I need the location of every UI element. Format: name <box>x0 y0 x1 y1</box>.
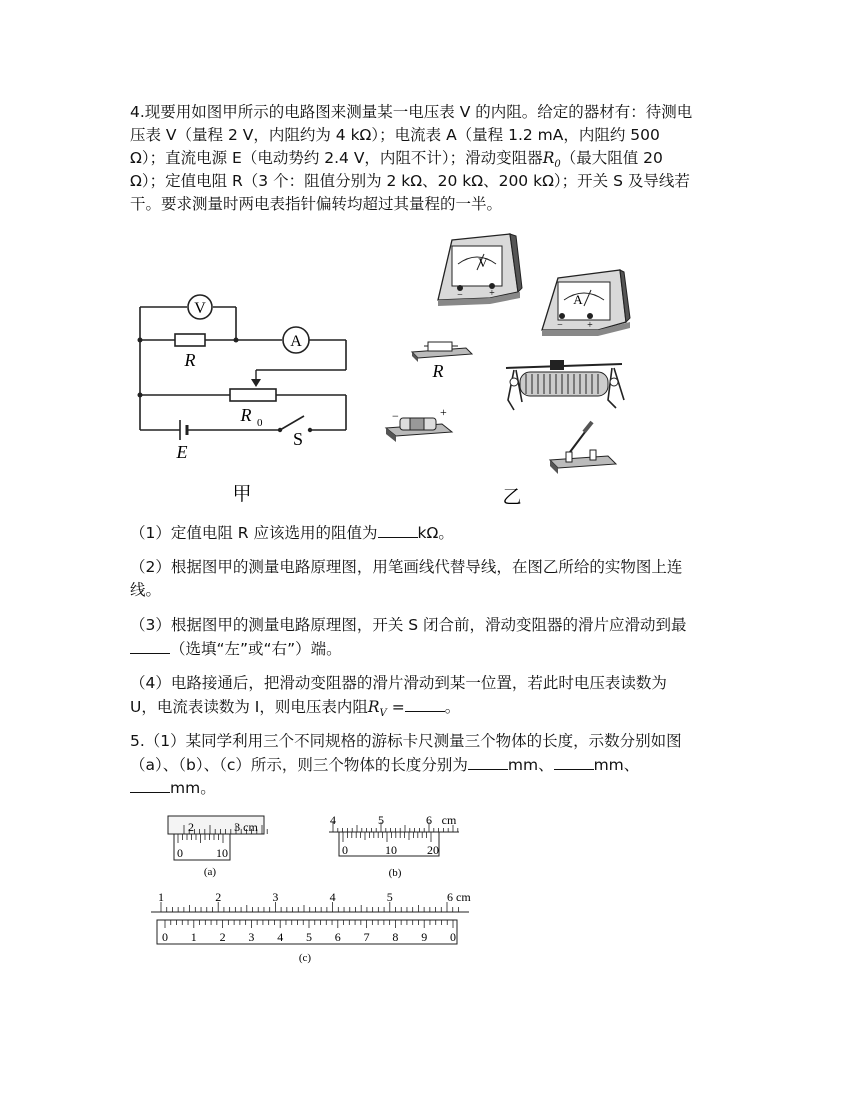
q4-sub1-text: （1）定值电阻 R 应该选用的阻值为 <box>130 524 378 542</box>
q4-line-4: Ω）；定值电阻 R（3 个：阻值分别为 2 kΩ、20 kΩ、200 kΩ）；开关 S 及导线若 <box>130 172 690 190</box>
q4-sub2-line1: （2）根据图甲的测量电路原理图，用笔画线代替导线，在图乙所给的实物图上连 <box>130 558 683 576</box>
caliper-b <box>325 812 465 882</box>
battery-device <box>386 405 452 442</box>
caliper-a-caption: (a) <box>203 866 217 878</box>
q4-line-2: 压表 V（量程 2 V，内阻约为 4 kΩ）；电流表 A（量程 1.2 mA，内阻约 500 <box>130 126 660 144</box>
answer-blank-direction[interactable] <box>130 637 170 654</box>
caliper-a-main-label: 3 cm <box>234 820 258 834</box>
caliper-c-vernier-label: 9 <box>421 930 428 944</box>
rheostat-device <box>506 360 624 410</box>
q4-line-3-tail: （最大阻值 20 <box>560 149 663 167</box>
caliper-c-main-label: 5 <box>386 890 393 904</box>
q5-line-3 <box>130 776 740 801</box>
answer-blank-length-a[interactable] <box>468 753 508 770</box>
voltmeter-minus: − <box>457 290 463 301</box>
battery-e-label: E <box>176 442 188 462</box>
caliper-c-vernier-label: 1 <box>190 930 197 944</box>
circuit-diagram <box>130 290 370 515</box>
answer-blank-length-c[interactable] <box>130 776 170 793</box>
caliper-c-vernier-label: 0 <box>450 930 456 944</box>
caliper-c-caption: (c) <box>298 952 312 964</box>
figure-yi-caption: 乙 <box>502 487 522 508</box>
caliper-b-caption: (b) <box>388 867 402 879</box>
ammeter-minus: − <box>557 320 563 331</box>
battery-minus: − <box>392 409 399 423</box>
caliper-c-main-label: 6 cm <box>447 890 471 904</box>
voltmeter-plus: + <box>489 288 495 299</box>
q4-sub4-line2 <box>130 695 740 726</box>
caliper-b-vernier-label: 10 <box>385 843 397 857</box>
q5-line-2-text: （a）、（b）、（c）所示，则三个物体的长度分别为 <box>130 756 468 774</box>
answer-blank-resistance[interactable] <box>378 521 418 538</box>
q5-unit-c: mm。 <box>170 779 216 797</box>
q4-sub4-line1: （4）电路接通后，把滑动变阻器的滑片滑动到某一位置，若此时电压表读数为 <box>130 674 667 692</box>
figure-jia-caption: 甲 <box>232 484 252 505</box>
q4-sub1-unit: kΩ。 <box>417 524 454 542</box>
caliper-b-main-label: 4 <box>330 813 336 827</box>
rv-subscript: V <box>379 708 387 720</box>
caliper-c-main-label: 2 <box>215 890 222 904</box>
voltmeter-face-label: V <box>478 255 488 270</box>
q4-sub3-line2 <box>130 637 740 662</box>
caliper-b-main-label: 5 <box>378 813 384 827</box>
rheostat-r0-subscript: 0 <box>257 417 263 429</box>
ammeter-symbol: A <box>290 333 302 350</box>
caliper-c-vernier-label: 4 <box>277 930 284 944</box>
q4-line-5: 干。要求测量时两电表指针偏转均超过其量程的一半。 <box>130 195 503 213</box>
answer-blank-rv[interactable] <box>405 695 445 712</box>
caliper-c-main-label: 4 <box>329 890 336 904</box>
voltmeter-device <box>438 234 522 306</box>
caliper-c-vernier-label: 3 <box>248 930 255 944</box>
switch-s-label: S <box>292 429 304 449</box>
caliper-c-vernier-label: 2 <box>219 930 226 944</box>
caliper-c-vernier-label: 8 <box>392 930 399 944</box>
resistor-device <box>412 342 472 381</box>
q4-sub3-text: （选填“左”或“右”）端。 <box>170 640 342 658</box>
answer-blank-length-b[interactable] <box>554 753 594 770</box>
q4-sub1 <box>130 521 740 546</box>
ammeter-plus: + <box>587 320 593 331</box>
caliper-c <box>145 892 485 964</box>
r0-symbol: R <box>542 149 555 167</box>
q4-line-1: 4.现要用如图甲所示的电路图来测量某一电压表 V 的内阻。给定的器材有：待测电 <box>130 103 693 121</box>
voltmeter-symbol: V <box>194 300 206 317</box>
caliper-b-vernier-label: 20 <box>427 843 439 857</box>
rheostat-r0-label: R <box>240 405 252 425</box>
q5-unit-a: mm、 <box>507 756 554 774</box>
caliper-c-main-label: 3 <box>272 890 279 904</box>
caliper-b-main-label: cm <box>441 813 457 827</box>
caliper-c-main-label: 1 <box>158 890 164 904</box>
q5-unit-b: mm、 <box>593 756 640 774</box>
caliper-c-vernier-label: 5 <box>306 930 312 944</box>
caliper-a <box>160 812 270 882</box>
apparatus-picture <box>380 230 640 515</box>
q4-sub4-end: 。 <box>444 698 461 716</box>
caliper-c-vernier-label: 7 <box>363 930 370 944</box>
q4-sub2-line2: 线。 <box>130 581 162 599</box>
switch-device <box>550 422 616 474</box>
caliper-c-vernier-label: 0 <box>162 930 168 944</box>
q5-line-2 <box>130 753 740 778</box>
caliper-a-vernier-label: 10 <box>216 846 228 860</box>
caliper-b-vernier-label: 0 <box>342 843 348 857</box>
ammeter-face-label: A <box>573 292 583 307</box>
caliper-b-main-label: 6 <box>426 813 432 827</box>
q4-sub4-text: U，电流表读数为 I，则电压表内阻 <box>130 698 368 716</box>
rv-symbol: R <box>367 698 380 716</box>
caliper-a-vernier-label: 0 <box>177 846 183 860</box>
q4-line-3-text: Ω）；直流电源 E（电动势约 2.4 V，内阻不计）；滑动变阻器 <box>130 149 543 167</box>
resistor-device-label: R <box>432 361 444 381</box>
caliper-c-vernier-label: 6 <box>334 930 341 944</box>
battery-plus: + <box>440 405 447 419</box>
ammeter-device <box>542 270 630 336</box>
r0-subscript: 0 <box>554 159 561 171</box>
q4-sub4-eq: = <box>386 698 405 716</box>
caliper-a-main-label: 2 <box>188 820 194 834</box>
q5-line-1: 5.（1）某同学利用三个不同规格的游标卡尺测量三个物体的长度，示数分别如图 <box>130 732 682 750</box>
resistor-r-label: R <box>184 350 196 370</box>
q4-sub3-line1: （3）根据图甲的测量电路原理图，开关 S 闭合前，滑动变阻器的滑片应滑动到最 <box>130 616 687 634</box>
